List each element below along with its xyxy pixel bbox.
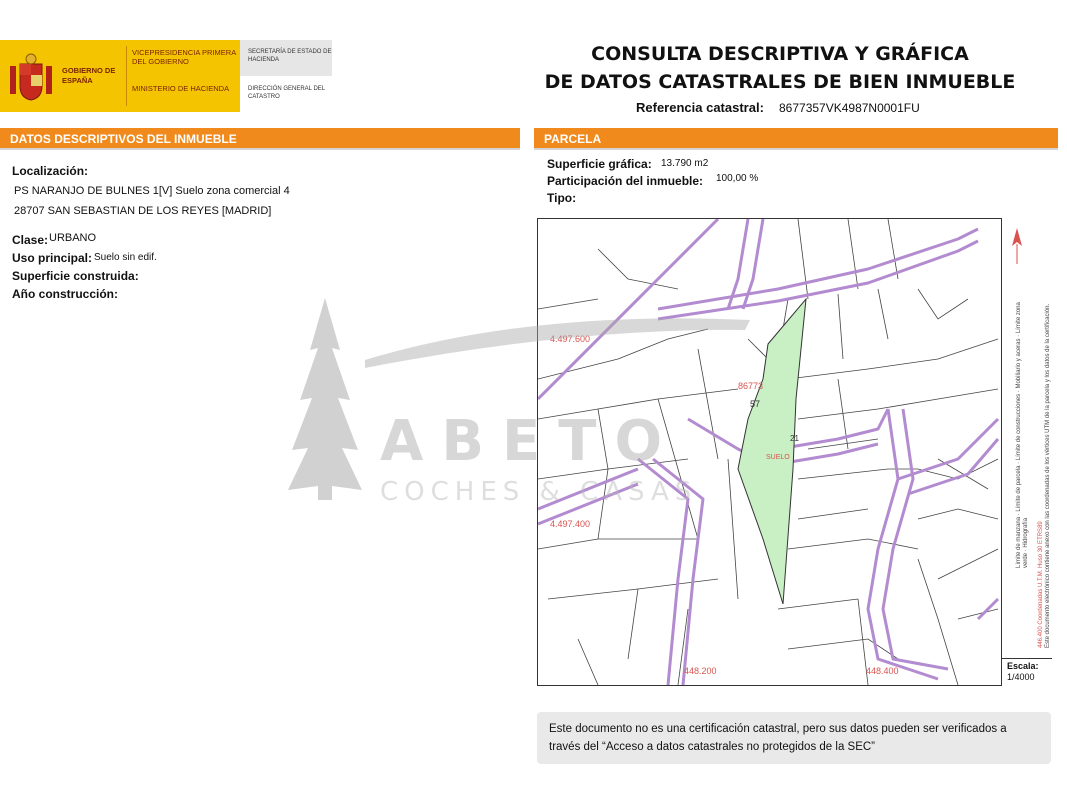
- legend-note: Este documento electrónico contiene anexo con las coordenadas de los vértices UTM de la parcela y los datos de la certificación.: [1045, 303, 1051, 648]
- legend-item-1: Límite de manzana: [1016, 516, 1022, 568]
- superficie-construida-label: Superficie construida:: [12, 269, 139, 283]
- legend-item-2: Límite de parcela: [1016, 465, 1022, 512]
- secretaria-label: SECRETARÍA DE ESTADO DE HACIENDA: [248, 49, 332, 63]
- scale-value: 1/4000: [1007, 672, 1035, 682]
- superficie-grafica-value: 13.790 m2: [661, 158, 709, 169]
- cadastral-map: [537, 218, 1052, 686]
- coord-x1: 448.200: [684, 666, 717, 676]
- parcel-number: 57: [750, 399, 761, 409]
- section-bar-parcela: PARCELA: [534, 128, 1058, 150]
- legend-item-4: Mobiliario y aceras: [1016, 338, 1022, 389]
- uso-value: Suelo sin edif.: [94, 252, 157, 263]
- coord-y2: 4.497.400: [550, 519, 591, 529]
- notice-box: [537, 712, 1051, 764]
- parcel-id: 86773: [738, 381, 764, 391]
- clase-label: Clase:: [12, 233, 49, 247]
- anio-construccion-label: Año construcción:: [12, 287, 119, 301]
- vicepresidencia-label: VICEPRESIDENCIA PRIMERA DEL GOBIERNO: [132, 48, 236, 66]
- legend-items: Límite de manzana · Límite de parcela · Límite de construcciones · Mobiliario y aceras · Límite zona verde · Hidrografía: [1016, 302, 1029, 568]
- notice-text: Este documento no es una certificación catastral, pero sus datos pueden ser verificados a través del “Acceso a datos catastrales no protegidos de la SEC”: [549, 723, 1007, 753]
- legend-item-3: Límite de construcciones: [1016, 393, 1022, 461]
- legend-coords: 446.400 Coordenadas U.T.M. Huso 30 ETRS89: [1038, 521, 1044, 648]
- parcel-number-2: 21: [790, 434, 799, 443]
- parcel-use: SUELO: [766, 454, 790, 461]
- government-logo: [0, 40, 240, 112]
- scale-box: [1001, 658, 1052, 686]
- clase-value: URBANO: [49, 232, 97, 244]
- legend-compass-icon: [1006, 226, 1028, 266]
- logo-divider: [126, 46, 127, 106]
- localizacion-line-2: 28707 SAN SEBASTIAN DE LOS REYES [MADRID]: [14, 205, 272, 217]
- title-line-2: DE DATOS CATASTRALES DE BIEN INMUEBLE: [544, 71, 1016, 93]
- ministerio-label: MINISTERIO DE HACIENDA: [132, 84, 230, 93]
- map-legend: [1001, 218, 1052, 658]
- participacion-value: 100,00 %: [716, 173, 759, 184]
- ref-value: 8677357VK4987N0001FU: [779, 101, 920, 115]
- secretaria-box: [240, 40, 332, 76]
- section-bar-descriptivos: DATOS DESCRIPTIVOS DEL INMUEBLE: [0, 128, 520, 150]
- uso-label: Uso principal:: [12, 251, 93, 265]
- page-title: [540, 40, 1020, 96]
- superficie-grafica-label: Superficie gráfica:: [547, 157, 652, 171]
- localizacion-line-1: PS NARANJO DE BULNES 1[V] Suelo zona comercial 4: [14, 185, 290, 197]
- participacion-label: Participación del inmueble:: [547, 174, 704, 188]
- ref-label: Referencia catastral:: [636, 100, 764, 115]
- direccion-label: DIRECCIÓN GENERAL DEL CATASTRO: [248, 86, 325, 100]
- scale-label: Escala:: [1007, 661, 1039, 671]
- coord-y1: 4.497.600: [550, 334, 591, 344]
- title-line-1: CONSULTA DESCRIPTIVA Y GRÁFICA: [591, 43, 969, 65]
- tree-icon: [288, 298, 362, 500]
- selected-parcel: [738, 299, 806, 604]
- localizacion-label: Localización:: [12, 164, 89, 178]
- legend-text: [1038, 228, 1052, 648]
- tipo-label: Tipo:: [547, 191, 577, 205]
- cadastral-map-drawing: [538, 219, 1002, 685]
- gov-name: GOBIERNO DE ESPAÑA: [62, 66, 116, 85]
- coord-x2: 448.400: [866, 666, 899, 676]
- watermark-tagline: COCHES & CASAS: [380, 477, 698, 507]
- watermark-brand: ABETO: [380, 409, 681, 474]
- coat-of-arms-icon: [6, 50, 56, 102]
- legend-item-5: Límite zona verde: [1016, 302, 1029, 568]
- legend-item-6: Hidrografía: [1023, 517, 1029, 548]
